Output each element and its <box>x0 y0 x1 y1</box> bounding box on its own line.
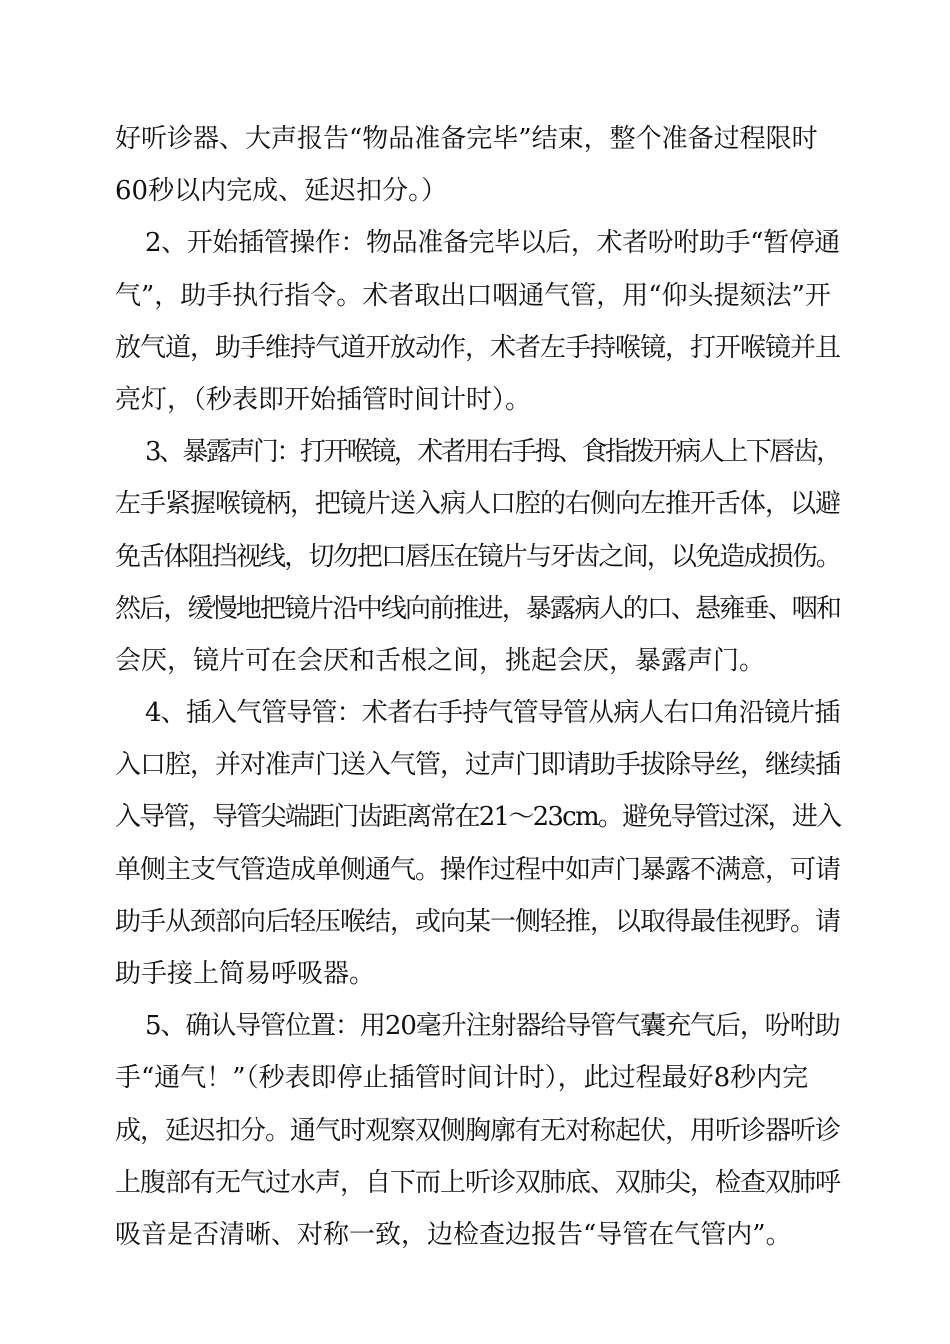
text-line: 60秒以内完成、延迟扣分。） <box>115 176 448 207</box>
text-line: 好听诊器、大声报告“物品准备完毕”结束，整个准备过程限时 <box>115 124 818 154</box>
text-line: 入口腔，并对准声门送入气管，过声门即请助手拔除导丝，继续插 <box>115 750 841 781</box>
text-line: 放气道，助手维持气道开放动作，术者左手持喉镜，打开喉镜并且 <box>115 332 841 363</box>
text-line: 吸音是否清晰、对称一致，边检查边报告“导管在气管内”。 <box>115 1219 792 1250</box>
text-line: 免舌体阻挡视线，切勿把口唇压在镜片与牙齿之间，以免造成损伤。 <box>115 541 841 572</box>
text-line: 入导管，导管尖端距门齿距离常在21～23cm。避免导管过深，进入 <box>115 802 841 833</box>
text-line: 成，延迟扣分。通气时观察双侧胸廓有无对称起伏，用听诊器听诊 <box>115 1115 841 1146</box>
paragraph-first-line: 4、插入气管导管：术者右手持气管导管从病人右口角沿镜片插 <box>145 698 840 729</box>
text-line: 会厌，镜片可在会厌和舌根之间，挑起会厌，暴露声门。 <box>115 645 766 676</box>
paragraph-first-line: 3、暴露声门：打开喉镜，术者用右手拇、食指拨开病人上下唇齿， <box>145 437 840 468</box>
text-line: 亮灯，（秒表即开始插管时间计时）。 <box>115 384 532 415</box>
text-line: 助手接上简易呼吸器。 <box>115 959 376 989</box>
text-line: 单侧主支气管造成单侧通气。操作过程中如声门暴露不满意，可请 <box>115 854 841 885</box>
text-line: 上腹部有无气过水声，自下而上听诊双肺底、双肺尖，检查双肺呼 <box>115 1167 841 1198</box>
paragraph-first-line: 5、确认导管位置：用20毫升注射器给导管气囊充气后，吩咐助 <box>145 1011 840 1042</box>
text-line: 然后，缓慢地把镜片沿中线向前推进，暴露病人的口、悬雍垂、咽和 <box>115 593 841 624</box>
paragraph-first-line: 2、开始插管操作：物品准备完毕以后，术者吩咐助手“暂停通 <box>145 228 840 259</box>
text-line: 左手紧握喉镜柄，把镜片送入病人口腔的右侧向左推开舌体，以避 <box>115 489 841 520</box>
text-line: 气”，助手执行指令。术者取出口咽通气管，用“仰头提颏法”开 <box>115 280 831 311</box>
text-line: 助手从颈部向后轻压喉结，或向某一侧轻推，以取得最佳视野。请 <box>115 906 841 937</box>
text-line: 手“通气！”（秒表即停止插管时间计时），此过程最好8秒内完 <box>115 1063 809 1094</box>
document-body <box>115 113 840 1261</box>
